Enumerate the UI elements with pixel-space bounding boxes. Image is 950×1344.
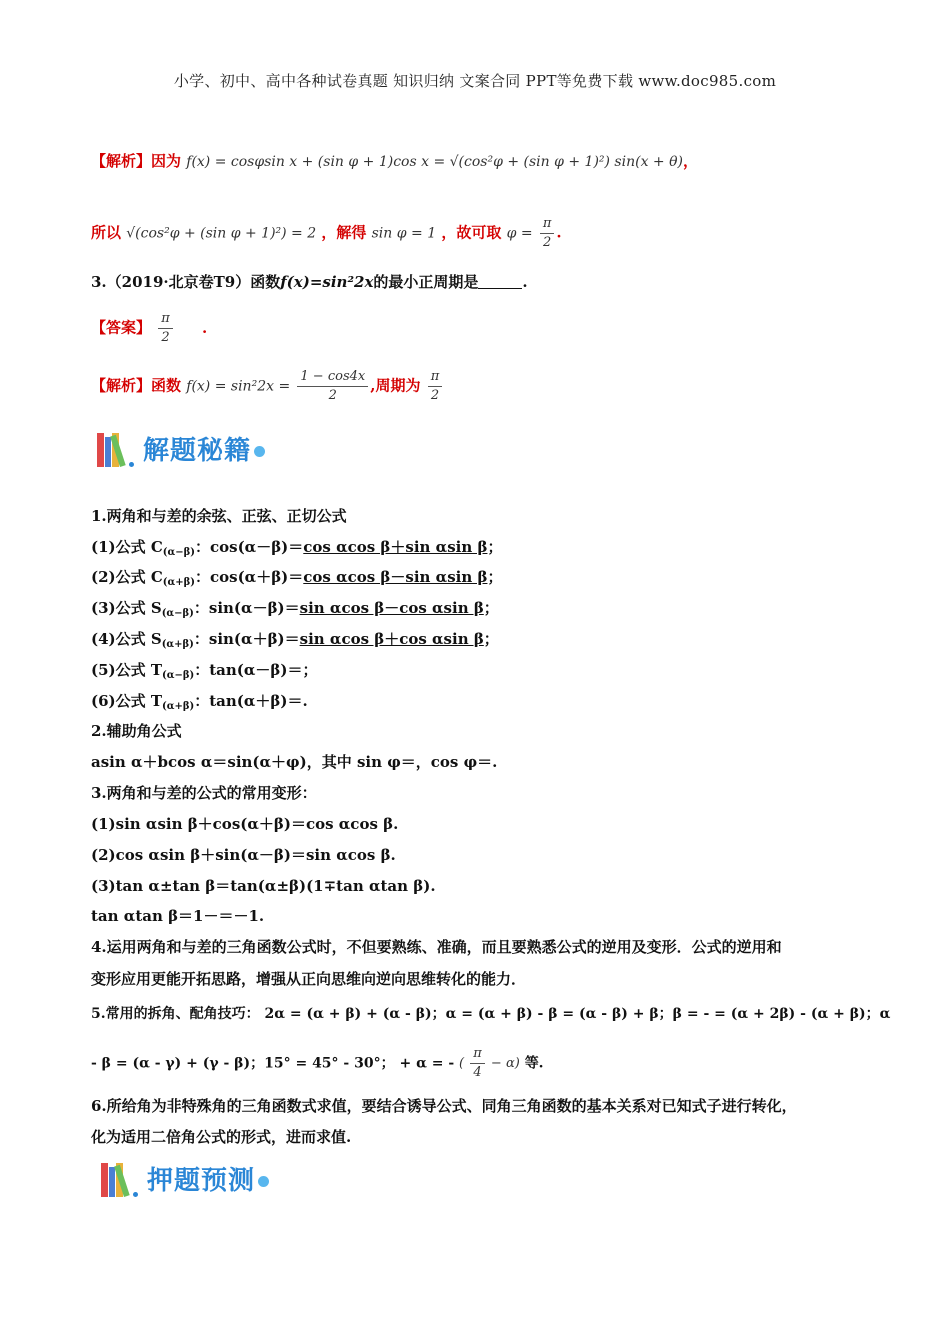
analysis-3-numerator: 1 − cos4x: [297, 368, 368, 387]
tip-5-open-paren: (: [459, 1056, 465, 1071]
aux-angle-formula: asin α＋bcos α＝sin(α＋φ)，其中 sin φ＝，cos φ＝.: [91, 753, 498, 771]
section-banner-predict: [101, 1160, 269, 1197]
analysis-3-denominator: 2: [328, 388, 337, 403]
formula-end: ；: [483, 599, 499, 617]
formula-end: ；: [487, 568, 503, 586]
analysis-3-mid: ,周期为: [370, 376, 421, 395]
analysis-lead-2: 所以: [91, 223, 122, 242]
analysis-block-1: [91, 150, 698, 171]
analysis-lead: 因为: [151, 152, 182, 170]
formula-end: ；: [483, 630, 499, 648]
banner-title: 解题秘籍: [143, 436, 252, 466]
section-banner-tips: [97, 430, 265, 467]
formula-sub: (α−β): [161, 608, 194, 619]
sqrt-formula: √(cos²φ + (sin φ + 1)²) = 2: [126, 225, 317, 242]
formula-line-6: [91, 690, 308, 712]
tip-5-numerator: π: [470, 1045, 485, 1064]
tip-heading-3: 3.两角和与差的公式的常用变形：: [91, 784, 317, 802]
question-end: .: [522, 273, 528, 291]
formula-lhs: ：cos(α－β)＝: [194, 538, 304, 556]
formula-label: (6)公式 T: [91, 692, 163, 710]
formula-line-2: [91, 566, 502, 588]
formula-lhs: ：sin(α＋β)＝: [193, 630, 300, 648]
formula-line-1: [91, 536, 502, 558]
solve-formula: sin φ = 1: [371, 225, 437, 242]
formula-lhs: ：tan(α－β)＝；: [194, 661, 318, 679]
answer-numerator: π: [158, 310, 173, 329]
question-function: f(x)=sin²2x: [280, 273, 374, 291]
analysis-3-lead: 函数: [151, 376, 182, 395]
tip-5-line-2: [91, 1045, 544, 1082]
formula-sub: (α+β): [162, 701, 195, 712]
formula-label: (5)公式 T: [91, 661, 163, 679]
formula-label: (3)公式 S: [91, 599, 162, 617]
fraction-numerator: π: [540, 215, 555, 234]
analysis-3-formula: f(x) = sin²2x =: [186, 378, 291, 395]
tip-heading-1: 1.两角和与差的余弦、正弦、正切公式: [91, 507, 347, 525]
result-lhs: φ =: [506, 225, 533, 242]
formula-line-5: [91, 659, 317, 681]
analysis-tail: ，: [683, 152, 699, 170]
formula-rhs: cos αcos β－sin αsin β: [303, 568, 488, 586]
formula-line-3: [91, 597, 499, 619]
formula-lhs: ：sin(α－β)＝: [193, 599, 300, 617]
banner-dot-icon: [258, 1176, 269, 1187]
result-tail: .: [556, 223, 562, 242]
tip-4-line-2: 变形应用更能开拓思路，增强从正向思维向逆向思维转化的能力．: [91, 970, 527, 988]
solve-text: ，解得: [321, 223, 367, 242]
transform-line-4: tan αtan β＝1－＝－1.: [91, 907, 265, 925]
transform-line-2: (2)cos αsin β＋sin(α－β)＝sin αcos β.: [91, 846, 396, 864]
formula-line-4: [91, 628, 499, 650]
formula-sub: (α+β): [162, 577, 195, 588]
period-denominator: 2: [430, 388, 440, 403]
tip-6-line-2: 化为适用二倍角公式的形式，进而求值.: [91, 1128, 352, 1146]
answer-blank: [478, 288, 522, 289]
tip-5-line-1: 5.常用的拆角、配角技巧： 2α = (α + β) + (α - β)；α = (α + β) - β = (α - β) + β；β = - = (α + 2β) - (α + β)；α: [91, 1006, 891, 1022]
tip-5-denominator: 4: [473, 1065, 482, 1080]
result-text: ，故可取: [441, 223, 502, 242]
period-fraction: [428, 368, 443, 405]
formula-lhs: ：cos(α＋β)＝: [194, 568, 304, 586]
banner-title: 押题预测: [147, 1166, 256, 1196]
answer-fraction: [158, 310, 173, 347]
tip-5-text: - β = (α - γ) + (γ - β)；15° = 45° - 30°； + α = -: [91, 1055, 455, 1072]
page-header: 小学、初中、高中各种试卷真题 知识归纳 文案合同 PPT等免费下载 www.doc985.com: [173, 72, 777, 90]
answer-3: [91, 310, 207, 347]
analysis-tag: 【解析】: [91, 152, 152, 170]
transform-line-3: (3)tan α±tan β＝tan(α±β)(1∓tan αtan β).: [91, 877, 436, 895]
answer-tag: 【答案】: [91, 318, 152, 337]
tip-6-line-1: 6.所给角为非特殊角的三角函数式求值，要结合诱导公式、同角三角函数的基本关系对已知式子进行转化，: [91, 1097, 797, 1115]
formula-sub: (α−β): [162, 670, 195, 681]
formula-rhs: sin αcos β＋cos αsin β: [299, 630, 484, 648]
question-suffix: 的最小正周期是: [373, 273, 479, 291]
question-3: [91, 271, 528, 292]
analysis-3-tag: 【解析】: [91, 376, 152, 395]
tip-4-line-1: 4.运用两角和与差的三角函数公式时，不但要熟练、准确，而且要熟悉公式的逆用及变形．公式的逆用和: [91, 938, 782, 956]
result-fraction: [540, 215, 555, 252]
books-icon: [101, 1161, 141, 1197]
formula-label: (2)公式 C: [91, 568, 163, 586]
tip-5-fraction-group: [459, 1045, 520, 1082]
tip-5-fraction: [470, 1045, 485, 1082]
formula-sub: (α−β): [162, 547, 195, 558]
tip-5-end: 等.: [524, 1055, 544, 1072]
answer-denominator: 2: [161, 330, 170, 345]
tip-5-frac-tail: − α): [490, 1056, 520, 1071]
formula-lhs: ：tan(α＋β)＝.: [194, 692, 308, 710]
answer-tail: .: [202, 318, 208, 337]
tip-heading-2: 2.辅助角公式: [91, 722, 182, 740]
banner-dot-icon: [254, 446, 265, 457]
analysis-3-fraction: [297, 368, 368, 405]
question-prefix: 3.（2019·北京卷T9）函数: [91, 273, 281, 291]
formula-rhs: cos αcos β＋sin αsin β: [303, 538, 488, 556]
fraction-denominator: 2: [542, 235, 552, 250]
formula-end: ；: [487, 538, 503, 556]
formula-rhs: sin αcos β－cos αsin β: [299, 599, 484, 617]
transform-line-1: (1)sin αsin β＋cos(α＋β)＝cos αcos β.: [91, 815, 399, 833]
period-numerator: π: [428, 368, 443, 387]
analysis-block-1b: [91, 215, 562, 252]
formula-label: (1)公式 C: [91, 538, 163, 556]
formula-sub: (α+β): [161, 639, 194, 650]
books-icon: [97, 431, 137, 467]
formula-label: (4)公式 S: [91, 630, 162, 648]
analysis-formula: f(x) = cosφsin x + (sin φ + 1)cos x = √(cos²φ + (sin φ + 1)²) sin(x + θ): [186, 154, 683, 170]
analysis-3: [91, 368, 444, 405]
